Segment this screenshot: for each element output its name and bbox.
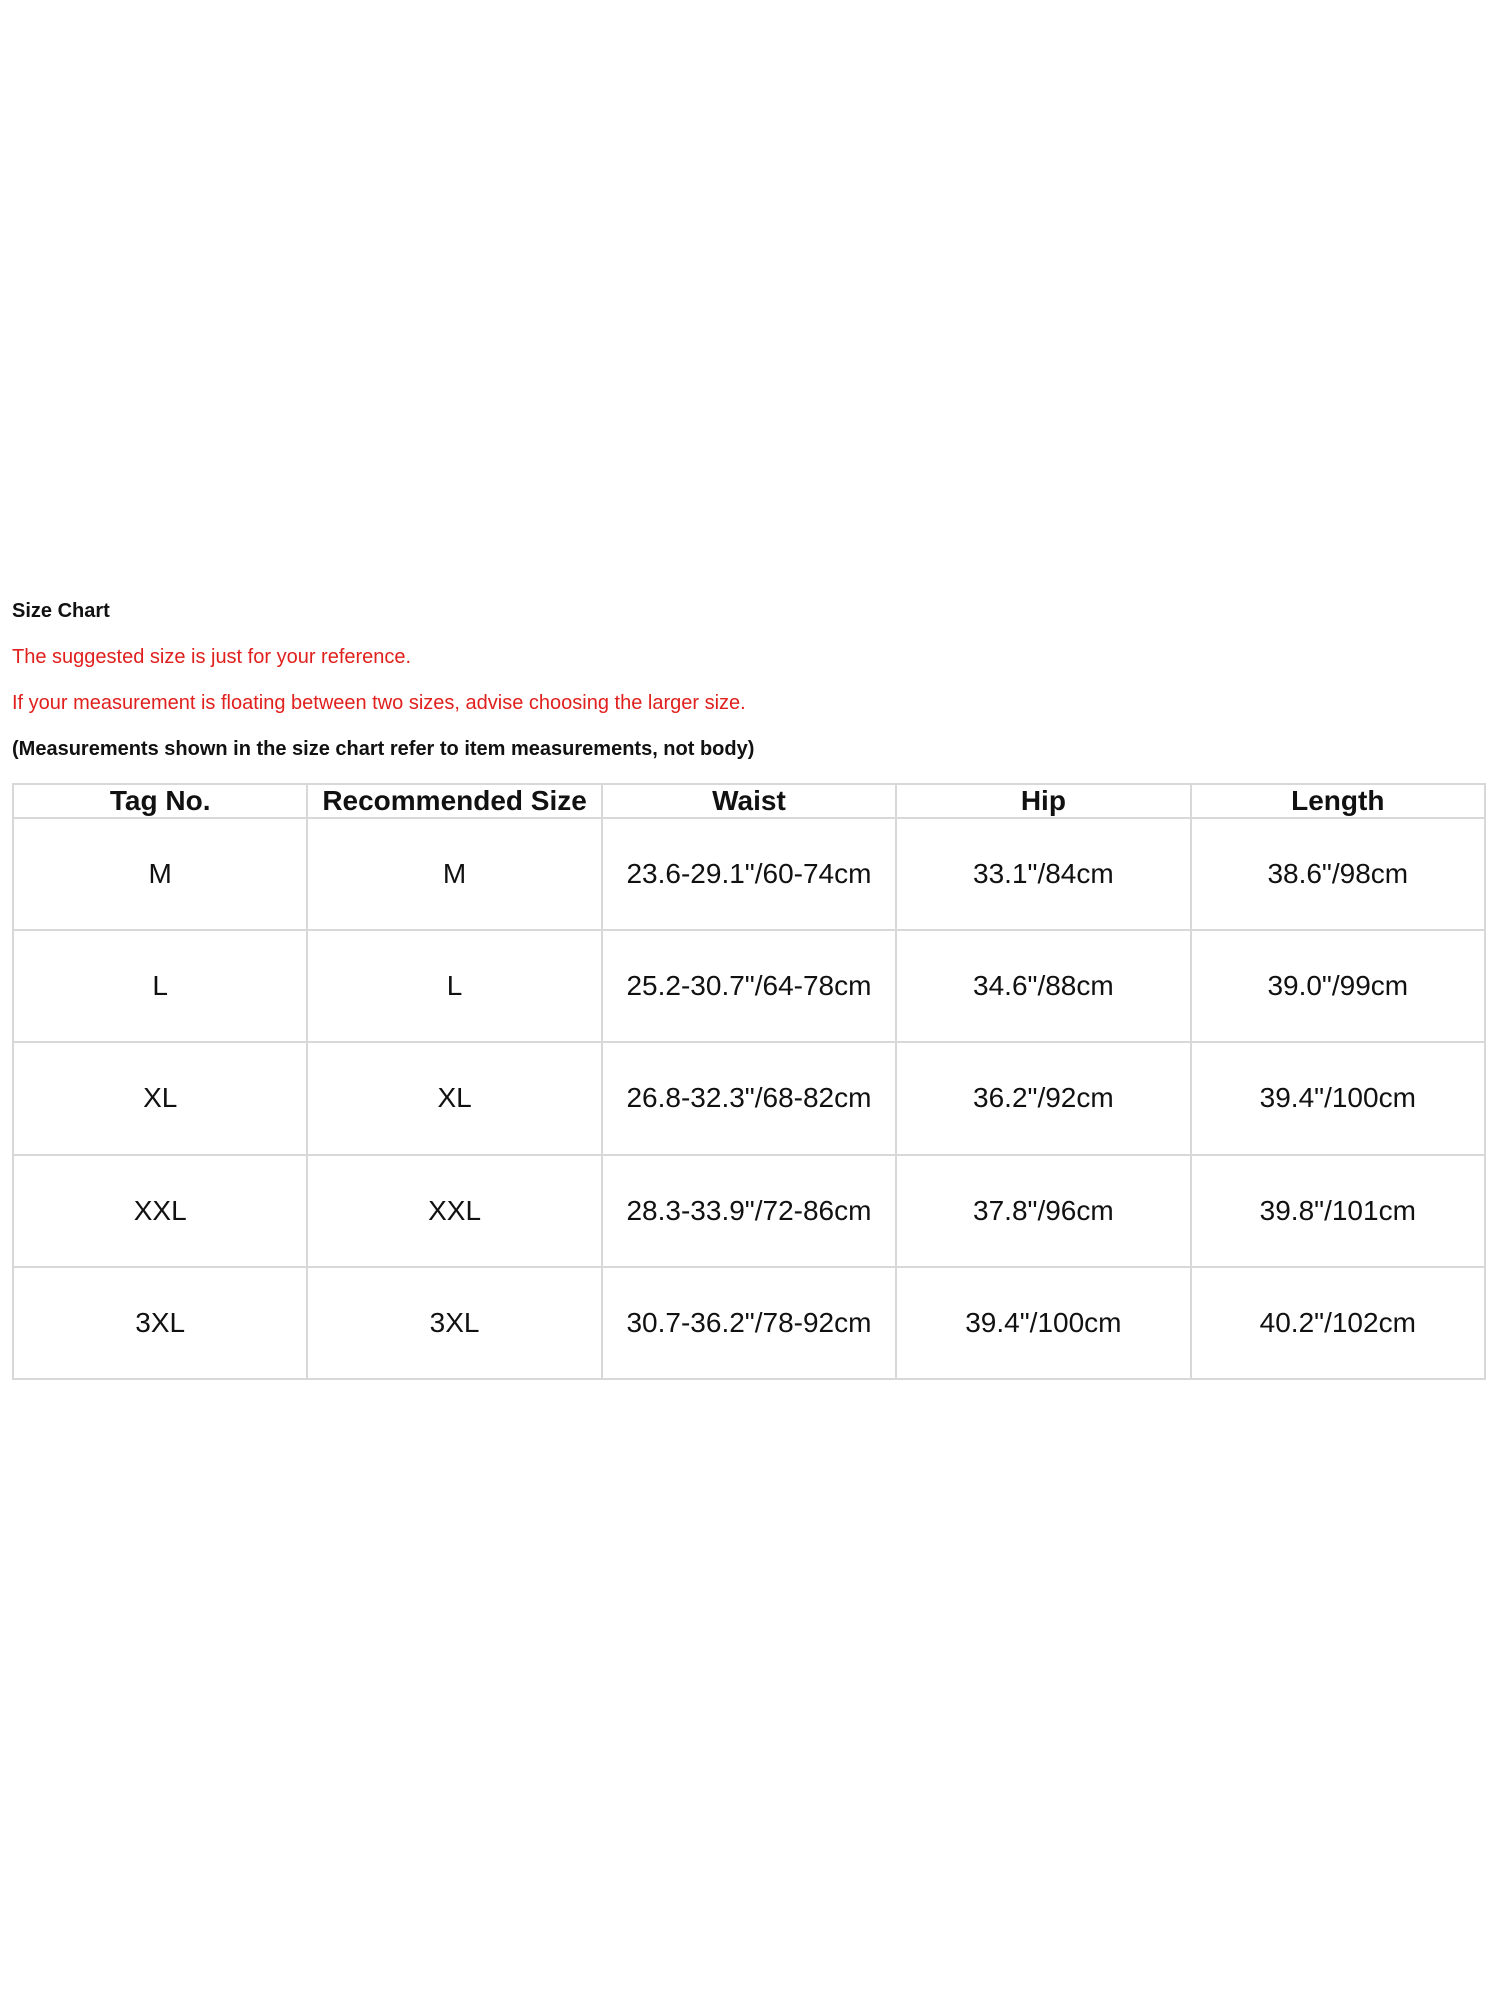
cell-waist: 28.3-33.9"/72-86cm [602, 1155, 896, 1267]
cell-length: 40.2"/102cm [1191, 1267, 1485, 1379]
cell-hip: 37.8"/96cm [896, 1155, 1190, 1267]
table-row [13, 1267, 1485, 1379]
table-header-row [13, 784, 1485, 818]
cell-hip: 39.4"/100cm [896, 1267, 1190, 1379]
table-row [13, 930, 1485, 1042]
cell-recommended-size: 3XL [307, 1267, 601, 1379]
cell-tag-no: XL [13, 1042, 307, 1154]
header-tag-no: Tag No. [13, 784, 307, 818]
cell-length: 39.4"/100cm [1191, 1042, 1485, 1154]
cell-hip: 36.2"/92cm [896, 1042, 1190, 1154]
cell-tag-no: 3XL [13, 1267, 307, 1379]
header-hip: Hip [896, 784, 1190, 818]
cell-waist: 25.2-30.7"/64-78cm [602, 930, 896, 1042]
size-chart-table [12, 783, 1486, 1380]
table-row [13, 818, 1485, 930]
size-chart-info [12, 588, 1482, 772]
cell-waist: 23.6-29.1"/60-74cm [602, 818, 896, 930]
cell-recommended-size: L [307, 930, 601, 1042]
sizing-advice-note: If your measurement is floating between two sizes, advise choosing the larger size. [12, 692, 746, 714]
measurement-disclaimer: (Measurements shown in the size chart refer to item measurements, not body) [12, 738, 755, 760]
cell-recommended-size: M [307, 818, 601, 930]
cell-hip: 33.1"/84cm [896, 818, 1190, 930]
cell-waist: 26.8-32.3"/68-82cm [602, 1042, 896, 1154]
cell-tag-no: XXL [13, 1155, 307, 1267]
header-length: Length [1191, 784, 1485, 818]
cell-recommended-size: XL [307, 1042, 601, 1154]
reference-note: The suggested size is just for your reference. [12, 646, 412, 668]
cell-hip: 34.6"/88cm [896, 930, 1190, 1042]
header-waist: Waist [602, 784, 896, 818]
cell-waist: 30.7-36.2"/78-92cm [602, 1267, 896, 1379]
table-row [13, 1155, 1485, 1267]
header-recommended-size: Recommended Size [307, 784, 601, 818]
cell-recommended-size: XXL [307, 1155, 601, 1267]
cell-length: 38.6"/98cm [1191, 818, 1485, 930]
cell-tag-no: M [13, 818, 307, 930]
table-row [13, 1042, 1485, 1154]
cell-length: 39.8"/101cm [1191, 1155, 1485, 1267]
size-chart-title: Size Chart [12, 600, 110, 622]
cell-length: 39.0"/99cm [1191, 930, 1485, 1042]
cell-tag-no: L [13, 930, 307, 1042]
